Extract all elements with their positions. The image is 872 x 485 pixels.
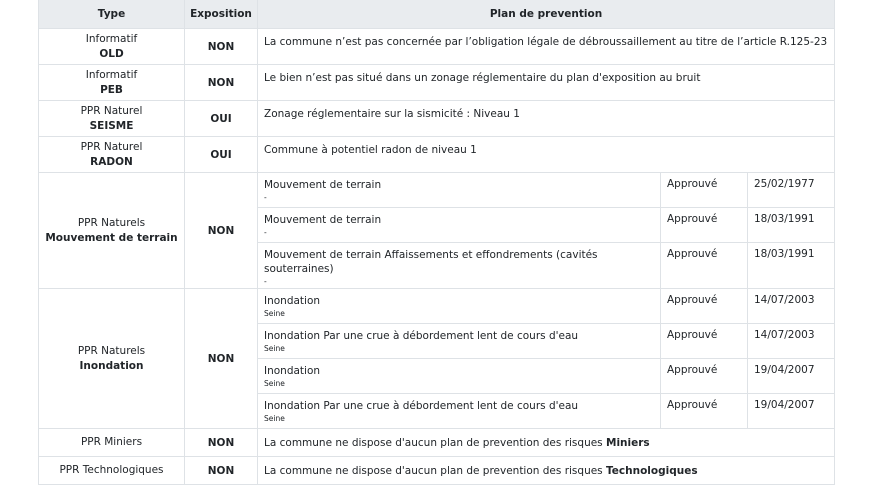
plan-text: Zonage réglementaire sur la sismicité : Niveau 1 — [258, 101, 835, 137]
plan-text: Commune à potentiel radon de niveau 1 — [258, 137, 835, 173]
plan-status: Approuvé — [661, 243, 748, 289]
table-row-peb — [39, 65, 835, 101]
plan-text — [258, 429, 835, 457]
plan-title-cell — [258, 173, 661, 208]
type-cell — [39, 29, 185, 65]
type-cell — [39, 101, 185, 137]
table-row-miniers — [39, 429, 835, 457]
plan-date: 18/03/1991 — [748, 243, 835, 289]
plan-title: Inondation Par une crue à débordement lent de cours d'eau — [264, 330, 579, 342]
table-row-technologiques — [39, 457, 835, 485]
plan-date: 14/07/2003 — [748, 324, 835, 359]
table-row-radon — [39, 137, 835, 173]
type-category: PPR Naturels — [77, 216, 146, 229]
type-category: PPR Miniers — [80, 436, 143, 448]
plan-date: 19/04/2007 — [748, 394, 835, 429]
table-row-inondation — [39, 289, 835, 324]
type-code: Inondation — [79, 359, 144, 372]
exposition-value: NON — [185, 289, 258, 429]
plan-status: Approuvé — [661, 208, 748, 243]
plan-text-prefix: La commune ne dispose d'aucun plan de prevention des risques — [264, 464, 606, 477]
plan-subtitle: Seine — [264, 309, 285, 318]
plan-title-cell — [258, 208, 661, 243]
plan-title: Mouvement de terrain — [264, 179, 382, 191]
plan-status: Approuvé — [661, 359, 748, 394]
type-cell — [39, 457, 185, 485]
plan-title: Inondation — [264, 295, 321, 307]
plan-title: Mouvement de terrain — [264, 214, 382, 226]
header-exposition: Exposition — [185, 0, 258, 29]
type-code: RADON — [90, 155, 133, 168]
plan-subtitle: - — [264, 277, 267, 286]
plan-title-cell — [258, 359, 661, 394]
type-code: Mouvement de terrain — [45, 231, 178, 244]
plan-status: Approuvé — [661, 289, 748, 324]
plan-title: Inondation — [264, 365, 321, 377]
type-category: PPR Technologiques — [59, 464, 164, 476]
exposition-value: NON — [185, 173, 258, 289]
plan-date: 19/04/2007 — [748, 359, 835, 394]
plan-title-cell — [258, 289, 661, 324]
plan-subtitle: - — [264, 193, 267, 202]
plan-subtitle: Seine — [264, 414, 285, 423]
type-category: PPR Naturels — [77, 344, 146, 357]
type-code: SEISME — [89, 119, 134, 132]
exposition-value: NON — [185, 29, 258, 65]
plan-status: Approuvé — [661, 173, 748, 208]
type-code: PEB — [100, 83, 123, 96]
plan-text-prefix: La commune ne dispose d'aucun plan de prevention des risques — [264, 436, 606, 449]
plan-date: 14/07/2003 — [748, 289, 835, 324]
plan-date: 25/02/1977 — [748, 173, 835, 208]
plan-text-risk: Technologiques — [606, 464, 698, 477]
plan-status: Approuvé — [661, 324, 748, 359]
exposition-value: NON — [185, 65, 258, 101]
plan-subtitle: Seine — [264, 344, 285, 353]
risk-table — [38, 0, 835, 485]
type-category: PPR Naturel — [80, 140, 143, 153]
table-row-seisme — [39, 101, 835, 137]
header-type: Type — [39, 0, 185, 29]
type-cell — [39, 429, 185, 457]
plan-text: Le bien n’est pas situé dans un zonage réglementaire du plan d'exposition au bruit — [258, 65, 835, 101]
type-category: Informatif — [85, 68, 138, 81]
table-row-old — [39, 29, 835, 65]
type-category: Informatif — [85, 32, 138, 45]
type-cell — [39, 289, 185, 429]
plan-text — [258, 457, 835, 485]
exposition-value: OUI — [185, 137, 258, 173]
plan-subtitle: - — [264, 228, 267, 237]
plan-status: Approuvé — [661, 394, 748, 429]
plan-title-cell — [258, 243, 661, 289]
type-cell — [39, 137, 185, 173]
table-row-mouvement — [39, 173, 835, 208]
plan-text: La commune n’est pas concernée par l’obligation légale de débroussaillement au titre de l’article R.125-23 — [258, 29, 835, 65]
exposition-value: NON — [185, 457, 258, 485]
type-code: OLD — [99, 47, 124, 60]
exposition-value: NON — [185, 429, 258, 457]
plan-subtitle: Seine — [264, 379, 285, 388]
plan-title: Mouvement de terrain Affaissements et effondrements (cavités souterraines) — [264, 249, 598, 275]
plan-text-risk: Miniers — [606, 436, 650, 449]
type-cell — [39, 65, 185, 101]
exposition-value: OUI — [185, 101, 258, 137]
header-plan: Plan de prevention — [258, 0, 835, 29]
plan-title-cell — [258, 324, 661, 359]
plan-title-cell — [258, 394, 661, 429]
table-header-row — [39, 0, 835, 29]
plan-date: 18/03/1991 — [748, 208, 835, 243]
type-cell — [39, 173, 185, 289]
plan-title: Inondation Par une crue à débordement lent de cours d'eau — [264, 400, 579, 412]
type-category: PPR Naturel — [80, 104, 143, 117]
